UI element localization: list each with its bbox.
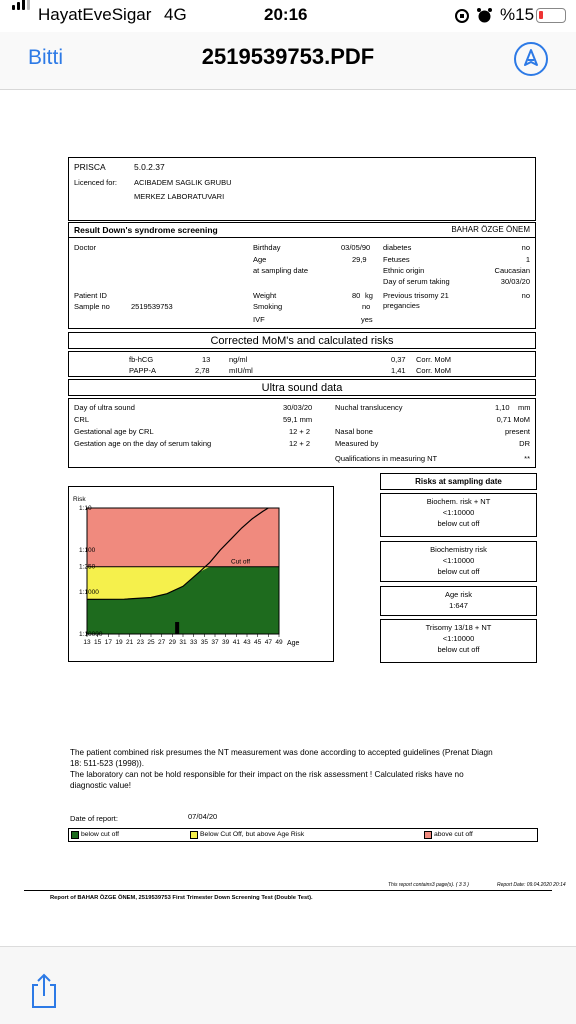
nt-unit: mm	[518, 403, 531, 412]
risks-title: Risks at sampling date	[415, 477, 502, 486]
ultrasound-table	[68, 398, 536, 468]
measured-value: DR	[519, 439, 530, 448]
legend-swatch-below	[71, 831, 79, 839]
crl-label: CRL	[74, 415, 90, 424]
risk-box	[380, 541, 537, 582]
doctor-label: Doctor	[74, 243, 97, 252]
legend-label: Below Cut Off, but above Age Risk	[200, 831, 305, 838]
age-label: Age	[253, 255, 267, 264]
status-bar	[0, 0, 576, 32]
navigation-bar	[0, 32, 576, 90]
marker-mom-label: Corr. MoM	[416, 366, 452, 375]
licensed-label: Licenced for:	[74, 178, 117, 187]
nasal-label: Nasal bone	[335, 427, 373, 436]
serum-day-label: Day of serum taking	[383, 277, 450, 286]
y-tick-label: 1:10	[79, 505, 92, 512]
above-cutoff-region	[87, 508, 279, 567]
y-tick-label: 1:1000	[79, 589, 99, 596]
patient-id-label: Patient ID	[74, 291, 107, 300]
disclaimer-line-2: 18: 511-523 (1998)).	[70, 759, 145, 768]
marker-mom: 1,41	[391, 366, 406, 375]
qual-value: **	[524, 454, 530, 463]
risk-box	[380, 619, 537, 663]
marker-mom-label: Corr. MoM	[416, 355, 452, 364]
y-tick-label: 1:10000	[79, 631, 103, 638]
ga-serum-label: Gestation age on the day of serum taking	[74, 439, 212, 448]
legend-swatch-middle	[190, 831, 198, 839]
markup-pen-icon	[516, 44, 546, 74]
weight-unit: kg	[365, 291, 373, 300]
risk-note: below cut off	[437, 567, 480, 576]
risk-note: below cut off	[437, 645, 480, 654]
bottom-toolbar	[0, 946, 576, 1024]
risk-title: Biochem. risk + NT	[426, 497, 491, 506]
patient-info-box	[68, 222, 536, 329]
software-header	[68, 157, 536, 221]
report-date-label: Date of report:	[70, 814, 118, 823]
serum-day-value: 30/03/20	[500, 277, 530, 286]
mom-table	[68, 351, 536, 377]
share-button[interactable]	[30, 973, 58, 1014]
measured-label: Measured by	[335, 439, 379, 448]
x-tick-label: 41	[232, 639, 240, 646]
x-tick-label: 21	[126, 639, 134, 646]
pdf-page[interactable]	[0, 91, 576, 946]
risk-title: Biochemistry risk	[430, 545, 487, 554]
prev-t21-label: Previous trisomy 21	[383, 291, 449, 300]
mom-section-header	[68, 332, 536, 349]
patient-name: BAHAR ÖZGE ÖNEM	[451, 225, 530, 234]
us-day-value: 30/03/20	[283, 403, 313, 412]
battery-percent: %15	[500, 5, 535, 24]
risk-chart	[68, 486, 334, 662]
nt-value: 1,10	[495, 403, 510, 412]
cutoff-label: Cut off	[231, 558, 251, 566]
risk-chart-svg	[69, 487, 333, 661]
x-tick-label: 35	[200, 639, 208, 646]
x-tick-label: 23	[136, 639, 144, 646]
x-tick-label: 31	[179, 639, 187, 646]
orientation-lock-icon	[454, 8, 470, 24]
x-tick-label: 47	[264, 639, 272, 646]
marker-name: PAPP-A	[129, 366, 156, 375]
diabetes-label: diabetes	[383, 243, 412, 252]
x-tick-label: 25	[147, 639, 155, 646]
marker-mom: 0,37	[391, 355, 406, 364]
ethnic-label: Ethnic origin	[383, 266, 425, 275]
x-tick-label: 33	[190, 639, 198, 646]
software-version: 5.0.2.37	[134, 162, 165, 172]
prev-t21-label-2: pregancies	[383, 301, 420, 310]
sample-no-label: Sample no	[74, 302, 110, 311]
disclaimer-line-4: diagnostic value!	[70, 781, 131, 790]
ga-serum-value: 12 + 2	[289, 439, 311, 448]
sample-no: 2519539753	[131, 302, 173, 311]
disclaimer-line-3: The laboratory can not be hold responsible for their impact on the risk assessment ! Calculated risks have no	[70, 770, 464, 779]
prev-t21-value: no	[521, 291, 530, 300]
risk-title: Age risk	[444, 590, 473, 599]
smoking-label: Smoking	[253, 302, 283, 311]
x-tick-label: 49	[275, 639, 283, 646]
document-title: 2519539753.PDF	[201, 44, 375, 69]
age-value: 29,9	[352, 255, 367, 264]
report-date-note: Report Date: 09.04.2020 20:14	[497, 882, 566, 888]
disclaimer-line-1: The patient combined risk presumes the NT measurement was done according to accepted guidelines (Prenat Diagn	[70, 748, 493, 757]
us-day-label: Day of ultra sound	[74, 403, 135, 412]
x-tick-label: 27	[158, 639, 166, 646]
y-tick-label: 1:250	[79, 563, 96, 571]
birthday-value: 03/05/90	[341, 243, 371, 252]
legend-label: above cut off	[434, 831, 473, 838]
risks-header	[380, 473, 537, 490]
x-tick-label: 39	[222, 639, 230, 646]
clock: 20:16	[264, 5, 308, 24]
x-tick-label: 43	[243, 639, 251, 646]
fetuses-label: Fetuses	[383, 255, 410, 264]
x-tick-label: 37	[211, 639, 219, 646]
report-date: 07/04/20	[188, 812, 218, 821]
markup-button[interactable]	[514, 42, 548, 76]
qual-label: Qualifications in measuring NT	[335, 454, 438, 463]
marker-unit: ng/ml	[229, 355, 248, 364]
nt-mom: 0,71 MoM	[496, 415, 530, 424]
x-tick-label: 17	[104, 639, 112, 646]
page-count-note: This report contains3 page(s). ( 3 3 )	[388, 882, 469, 888]
footer-rule	[24, 890, 552, 891]
ga-crl-value: 12 + 2	[289, 427, 311, 436]
marker-value: 13	[202, 355, 211, 364]
y-axis-label: Risk	[73, 496, 86, 503]
risk-value: <1:10000	[442, 556, 475, 565]
share-icon	[30, 973, 58, 1009]
ultrasound-section-header	[68, 379, 536, 396]
fetuses-value: 1	[525, 255, 530, 264]
network-type: 4G	[164, 5, 187, 24]
result-title: Result Down's syndrome screening	[74, 225, 218, 235]
marker-unit: mIU/ml	[229, 366, 253, 375]
footer-text: Report of BAHAR ÖZGE ÖNEM, 2519539753 First Trimester Down Screening Test (Double Test).	[50, 895, 313, 901]
legend-swatch-above	[424, 831, 432, 839]
licensee-1: ACIBADEM SAGLIK GRUBU	[134, 178, 232, 187]
smoking-value: no	[362, 302, 371, 311]
risk-note: below cut off	[437, 519, 480, 528]
marker-value: 2,78	[195, 366, 210, 375]
risk-value: <1:10000	[442, 634, 475, 643]
alarm-icon	[476, 7, 493, 24]
risk-value: 1:647	[449, 601, 468, 610]
crl-value: 59,1 mm	[283, 415, 313, 424]
weight-value: 80	[352, 291, 361, 300]
x-tick-label: 19	[115, 639, 123, 646]
marker-name: fb-hCG	[129, 355, 154, 364]
patient-marker	[175, 622, 179, 634]
diabetes-value: no	[521, 243, 530, 252]
ultrasound-title: Ultra sound data	[261, 382, 343, 394]
weight-label: Weight	[253, 291, 277, 300]
mom-title: Corrected MoM's and calculated risks	[210, 335, 394, 347]
y-tick-label: 1:100	[79, 547, 96, 554]
x-axis-label: Age	[287, 640, 300, 647]
risk-box	[380, 493, 537, 537]
battery-icon	[536, 8, 566, 23]
ivf-value: yes	[361, 315, 373, 324]
risk-box	[380, 586, 537, 616]
legend-bar	[68, 828, 538, 842]
x-tick-label: 13	[83, 639, 91, 646]
risk-title: Trisomy 13/18 + NT	[425, 623, 492, 632]
licensee-2: MERKEZ LABORATUVARI	[134, 192, 225, 201]
nt-label: Nuchal translucency	[335, 403, 403, 412]
carrier-name: HayatEveSigar	[38, 5, 152, 24]
legend-label: below cut off	[81, 831, 120, 838]
birthday-label: Birthday	[253, 243, 281, 252]
x-tick-label: 29	[168, 639, 176, 646]
done-button[interactable]: Bitti	[28, 46, 64, 69]
nasal-value: present	[504, 427, 530, 436]
age-note: at sampling date	[253, 266, 309, 275]
ivf-label: IVF	[253, 315, 265, 324]
x-tick-label: 45	[254, 639, 262, 646]
ga-crl-label: Gestational age by CRL	[74, 427, 154, 436]
ethnic-value: Caucasian	[494, 266, 530, 275]
risk-value: <1:10000	[442, 508, 475, 517]
software-name: PRISCA	[74, 162, 106, 172]
x-tick-label: 15	[94, 639, 102, 646]
